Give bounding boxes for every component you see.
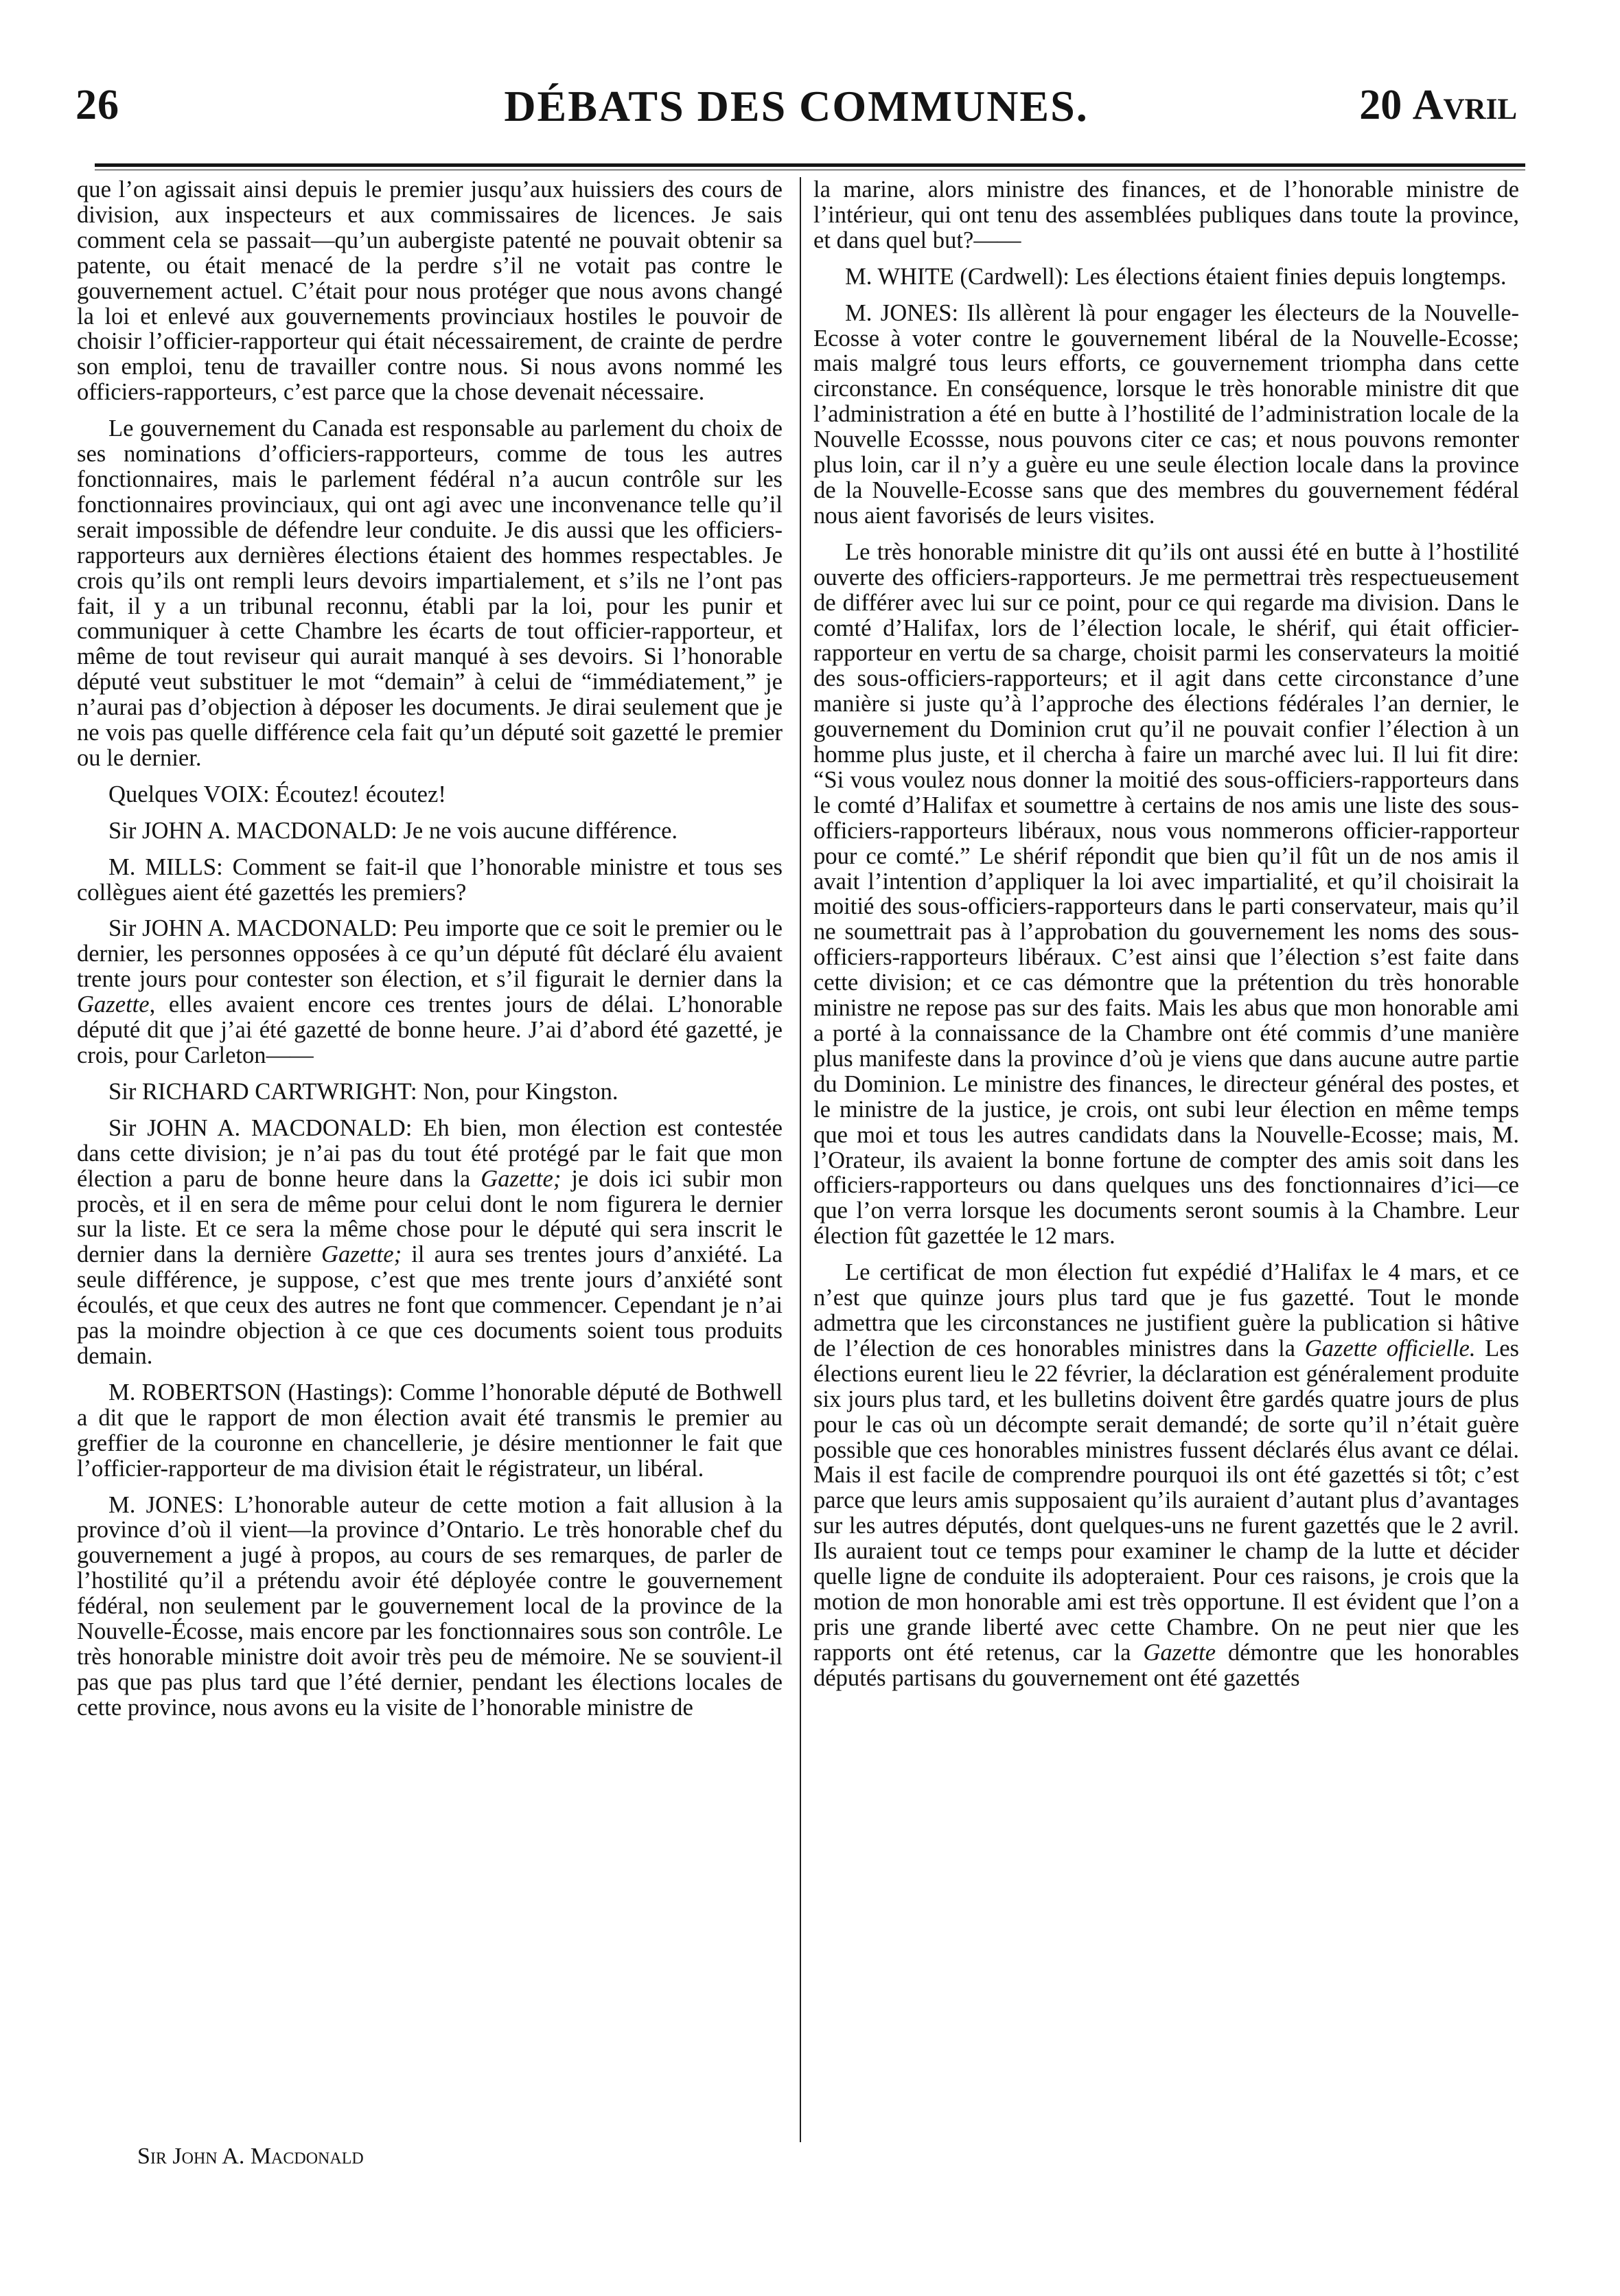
paragraph: M. JONES: L’honorable auteur de cette motion a fait allusion à la province d’où il vient—la province d’Ontario. Le très honorable chef du gouvernement a jugé à propos, au cours de ses remarques, de parler de l’hostilité qu’il a prétendu avoir été déployée contre le gouvernement fédéral, non seulement par le gouvernement local de la province de la Nouvelle-Écosse, mais encore par les fonctionnaires sous son contrôle. Le très honorable ministre doit avoir très peu de mémoire. Ne se souvient-il pas que pas plus tard que l’été dernier, pendant les élections locales de cette province, nous avons eu la visite de l’honorable ministre de: [77, 1491, 783, 1721]
paragraph: Le très honorable ministre dit qu’ils ont aussi été en butte à l’hostilité ouverte des officiers-rapporteurs. Je me permettrai très respectueusement de différer avec lui sur ce point, pour ce qui regarde ma division. Dans le comté d’Halifax, lors de l’élection locale, le shérif, qui était officier-rapporteur en vertu de sa charge, choisit parmi les conservateurs la moitié des sous-officiers-rapporteurs; et il agit dans cette circonstance d’une manière si juste qu’à l’approche des élections fédérales l’an dernier, le gouvernement du Dominion crut qu’il ne pouvait confier l’élection à un homme plus juste, et il chercha à faire un marché avec lui. Il lui fit dire: “Si vous voulez nous donner la moitié des sous-officiers-rapporteurs dans le comté d’Halifax et soumettre à certains de nos amis une liste des sous-officiers-rapporteurs libéraux, nous vous nommerons officier-rapporteur pour ce comté.” Le shérif répondit que bien qu’il fût un de nos amis il avait l’intention d’appliquer la loi avec impartialité, et qu’il choisirait la moitié des sous-officiers-rapporteurs dans le parti conservateur, mais qu’il ne soumettrait pas à l’approbation du gouvernement les noms des sous-officiers-rapporteurs libéraux. C’est ainsi que l’élection s’est faite dans cette division; et ce cas démontre que la prétention du très honorable ministre ne repose pas sur des faits. Mais les abus que mon honorable ami a porté à la connaissance de la Chambre ont été commis d’une manière plus manifeste dans la province d’où je viens que dans aucune autre partie du Dominion. Le ministre des finances, le directeur général des postes, et le ministre de la justice, je crois, ont subi leur élection en même temps que moi et tous les autres candidats dans la Nouvelle-Ecosse; mais, M. l’Orateur, ils avaient la bonne fortune de compter des amis soit dans les officiers-rapporteurs ou dans quelques uns des fonctionnaires d’ici—ce que l’on verra lorsque les documents seront soumis à la Chambre. Leur élection fût gazettée le 12 mars.: [813, 538, 1519, 1250]
paragraph: [77, 916, 783, 1068]
text-run: Sir JOHN A. MACDONALD: Eh bien, mon élection est contestée dans cette division; je n’ai pas du tout été protégé par le fait que mon élection a paru de bonne heure dans la: [77, 1114, 783, 1192]
paragraph: M. JONES: Ils allèrent là pour engager les électeurs de la Nouvelle-Ecosse à voter contre le gouvernement libéral de la Nouvelle-Ecosse; mais malgré tous leurs efforts, ce gouvernement triompha dans cette circonstance. En conséquence, lorsque le très honorable ministre dit que l’administration a été en butte à l’hostilité de l’administration locale de la Nouvelle Ecossse, nous pouvons citer ce cas; et nous pouvons remonter plus loin, car il n’y a guère eu une seule élection locale dans la province de la Nouvelle-Ecosse sans que des membres du gouvernement fédéral nous aient favorisés de leurs visites.: [813, 299, 1519, 529]
paragraph: Sir JOHN A. MACDONALD: Je ne vois aucune différence.: [108, 817, 678, 844]
text-run: il aura ses trentes jours d’anxiété. La seule différence, je suppose, c’est que mes trente jours d’anxiété sont écoulés, et que ceux des autres ne font que commencer. Cependant je n’ai pas la moindre objection à ce que ces documents soient tous produits demain.: [77, 1241, 783, 1369]
paragraph: Le gouvernement du Canada est responsable au parlement du choix de ses nominations d’officiers-rapporteurs, comme de tous les autres fonctionnaires, mais le parlement fédéral n’a aucun contrôle sur les fonctionnaires provinciaux, qui ont agi avec une inconvenance telle qu’il serait impossible de défendre leur conduite. Je dis aussi que les officiers-rapporteurs aux dernières élections étaient des hommes respectables. Je crois qu’ils ont rempli leurs devoirs impartialement, et s’ils ne l’ont pas fait, il y a un tribunal reconnu, établi par la loi, pour les punir et communiquer à cette Chambre les écarts de tout officier-rapporteur, et même de tout reviseur qui aurait manqué à ses devoirs. Si l’honorable député veut substituer le mot “demain” à celui de “immédiatement,” je n’aurai pas d’objection à déposer les documents. Je dirai seulement que je ne vois pas quelle différence cela fait qu’un député soit gazetté le premier ou le dernier.: [77, 415, 783, 771]
page-date: [1359, 81, 1517, 130]
page-number: 26: [76, 82, 119, 128]
paragraph: la marine, alors ministre des finances, et de l’honorable ministre de l’intérieur, qui ont tenu des assemblées publiques dans toute la province, et dans quel but?——: [813, 177, 1519, 253]
text-run: Les élections eurent lieu le 22 février, la déclaration est généralement produite six jours plus tard, et les bulletins doivent être gardés quatre jours de plus pour le cas où un décompte serait demandé; de sorte qu’il n’était guère possible que ces honorables ministres fussent déclarés élus avant ce délai. Mais il est facile de comprendre pourquoi ils ont été gazettés si tôt; c’est parce que leurs amis supposaient qu’ils auraient d’autant plus d’avantages sur les autres députés, dont quelques-uns ne furent gazettés que le 2 avril. Ils auraient tout ce temps pour examiner le champ de la lutte et décider quelle ligne de conduite ils adopteraient. Pour ces raisons, je crois que la motion de mon honorable ami est très opportune. Il est évident que l’on a pris une grande liberté avec cette Chambre. On ne peut nier que les rapports ont été retenus, car la: [813, 1335, 1519, 1666]
paragraph: que l’on agissait ainsi depuis le premier jusqu’aux huissiers des cours de division, aux inspecteurs et aux commissaires de licences. Je sais comment cela se passait—qu’un aubergiste patenté ne pouvait obtenir sa patente, ou était menacé de la perdre s’il ne votait pas contre le gouvernement actuel. C’était pour nous protéger que nous avons changé la loi et enlevé aux gouvernements provinciaux hostiles le pouvoir de choisir l’officier-rapporteur qui était nécessairement, de crainte de perdre son emploi, tenu de travailler contre nous. Si nous avons nommé les officiers-rapporteurs, c’est parce que la chose devenait nécessaire.: [77, 177, 783, 406]
gazette-italic: Gazette: [1143, 1639, 1216, 1666]
footer-speaker-name: Sir John A. Macdonald: [137, 2144, 364, 2169]
left-column: [77, 177, 783, 2168]
text-run: je dois ici subir mon procès, et il en sera de même pour celui dont le nom figurera le dernier sur la liste. Et ce sera la même chose pour le député qui sera inscrit le dernier dans la dernière: [77, 1165, 783, 1268]
paragraph: Sir RICHARD CARTWRIGHT: Non, pour Kingston.: [108, 1078, 618, 1105]
paragraph: M. MILLS: Comment se fait-il que l’honorable ministre et tous ses collègues aient été gazettés les premiers?: [77, 853, 783, 906]
journal-title: DÉBATS DES COMMUNES.: [504, 82, 1089, 130]
text-run: Sir JOHN A. MACDONALD: Peu importe que ce soit le premier ou le dernier, les personnes opposées à ce qu’un député fût déclaré élu avaient trente jours pour contester son élection, et s’il figurait le dernier dans la: [77, 915, 783, 993]
date-month: Avril: [1412, 82, 1517, 128]
paragraph: M. WHITE (Cardwell): Les élections étaient finies depuis longtemps.: [845, 263, 1507, 290]
text-run: , elles avaient encore ces trentes jours de délai. L’honorable député dit que j’ai été gazetté de bonne heure. J’ai d’abord été gazetté, je crois, pour Carleton——: [77, 991, 783, 1068]
gazette-italic: Gazette;: [321, 1241, 402, 1268]
column-divider: [800, 177, 801, 2142]
text-run: démontre que les honorables députés partisans du gouvernement ont été gazettés: [813, 1639, 1519, 1691]
gazette-italic: Gazette: [77, 991, 150, 1018]
paragraph: [77, 1116, 783, 1369]
gazette-italic: Gazette officielle.: [1304, 1335, 1476, 1362]
text-run: Le certificat de mon élection fut expédié d’Halifax le 4 mars, et ce n’est que quinze jours plus tard que je fus gazetté. Tout le monde admettra que les circonstances ne justifient guère la publication si hâtive de l’élection de ces honorables ministres dans la: [813, 1259, 1519, 1362]
right-column: [813, 177, 1519, 2168]
paragraph: Quelques VOIX: Écoutez! écoutez!: [108, 781, 446, 807]
gazette-italic: Gazette;: [481, 1165, 562, 1192]
date-day: 20: [1359, 82, 1402, 128]
page-header: [76, 81, 1517, 143]
paragraph: M. ROBERTSON (Hastings): Comme l’honorable député de Bothwell a dit que le rapport de mon élection avait été transmis le premier au greffier de la couronne en chancellerie, je désire mentionner le fait que l’officier-rapporteur de ma division était le régistrateur, un libéral.: [77, 1379, 783, 1482]
header-rule-thick: [95, 163, 1525, 167]
paragraph: [813, 1260, 1519, 1690]
